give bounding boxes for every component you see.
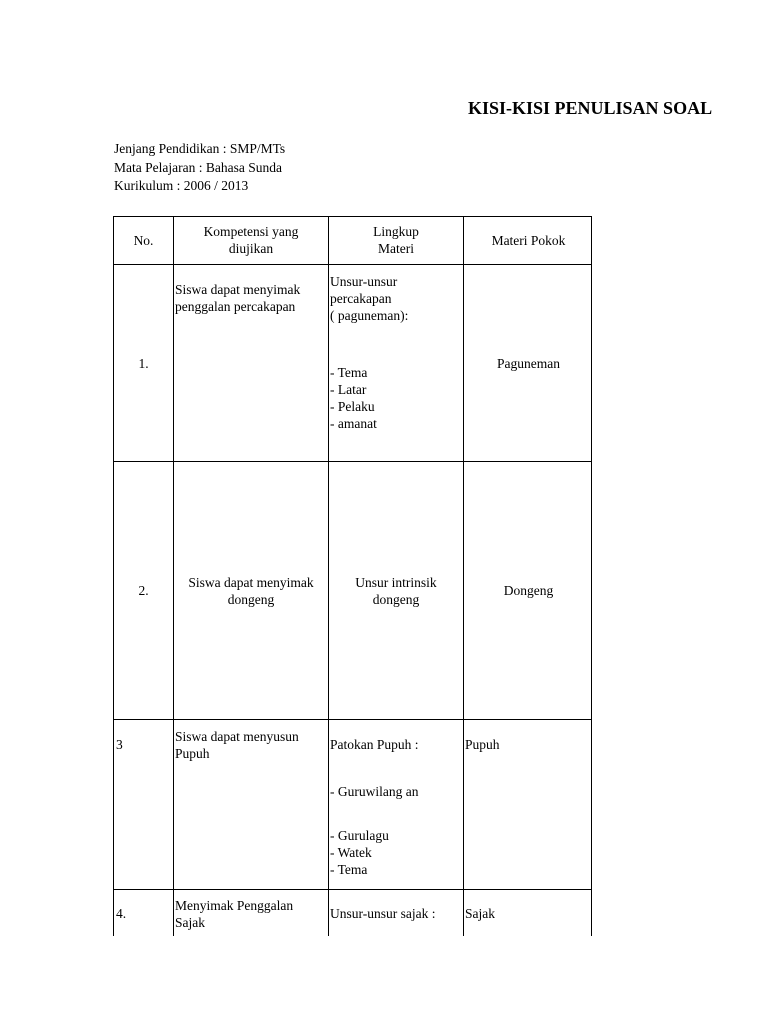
row1-lingkup-items bbox=[330, 364, 377, 432]
row3-lingkup-mid: - Guruwilang an bbox=[330, 784, 419, 799]
list-item: - Latar bbox=[330, 382, 367, 397]
row1-materi-pokok: Paguneman bbox=[497, 356, 560, 371]
row-divider bbox=[114, 461, 591, 462]
row2-no: 2. bbox=[138, 583, 149, 598]
row2-lingkup-materi: Unsur intrinsik dongeng bbox=[355, 575, 437, 607]
row1-lingkup-intro: Unsur-unsur percakapan ( paguneman): bbox=[330, 274, 409, 323]
header-lingkup-materi: Lingkup Materi bbox=[373, 224, 419, 256]
row2-kompetensi: Siswa dapat menyimak dongeng bbox=[188, 575, 314, 607]
header-kompetensi: Kompetensi yang diujikan bbox=[203, 224, 299, 256]
row-divider bbox=[114, 719, 591, 720]
list-item: - amanat bbox=[330, 416, 377, 431]
row3-kompetensi: Siswa dapat menyusun Pupuh bbox=[175, 729, 299, 761]
row1-kompetensi: Siswa dapat menyimak penggalan percakapan bbox=[175, 282, 301, 314]
row3-no: 3 bbox=[116, 737, 123, 752]
header-no: No. bbox=[133, 233, 154, 248]
meta-kurikulum: Kurikulum : 2006 / 2013 bbox=[114, 178, 249, 193]
page-title: KISI-KISI PENULISAN SOAL bbox=[468, 98, 713, 118]
row4-materi-pokok: Sajak bbox=[465, 906, 495, 921]
list-item: - Pelaku bbox=[330, 399, 375, 414]
meta-jenjang-pendidikan: Jenjang Pendidikan : SMP/MTs bbox=[114, 141, 286, 156]
meta-mata-pelajaran: Mata Pelajaran : Bahasa Sunda bbox=[114, 160, 282, 175]
list-item: - Watek bbox=[330, 845, 372, 860]
row4-lingkup-materi: Unsur-unsur sajak : bbox=[330, 906, 436, 921]
row4-kompetensi: Menyimak Penggalan Sajak bbox=[175, 898, 294, 930]
row3-lingkup-intro: Patokan Pupuh : bbox=[330, 737, 419, 752]
header-materi-pokok: Materi Pokok bbox=[491, 233, 566, 248]
column-divider bbox=[463, 217, 464, 936]
row3-lingkup-items bbox=[330, 827, 389, 878]
row-divider bbox=[114, 264, 591, 265]
row3-materi-pokok: Pupuh bbox=[465, 737, 500, 752]
list-item: - Tema bbox=[330, 862, 368, 877]
kisi-kisi-table bbox=[113, 216, 592, 936]
row-divider bbox=[114, 889, 591, 890]
row2-materi-pokok: Dongeng bbox=[503, 583, 554, 598]
row4-no: 4. bbox=[116, 906, 127, 921]
list-item: - Tema bbox=[330, 365, 368, 380]
list-item: - Gurulagu bbox=[330, 828, 389, 843]
row1-no: 1. bbox=[138, 356, 149, 371]
